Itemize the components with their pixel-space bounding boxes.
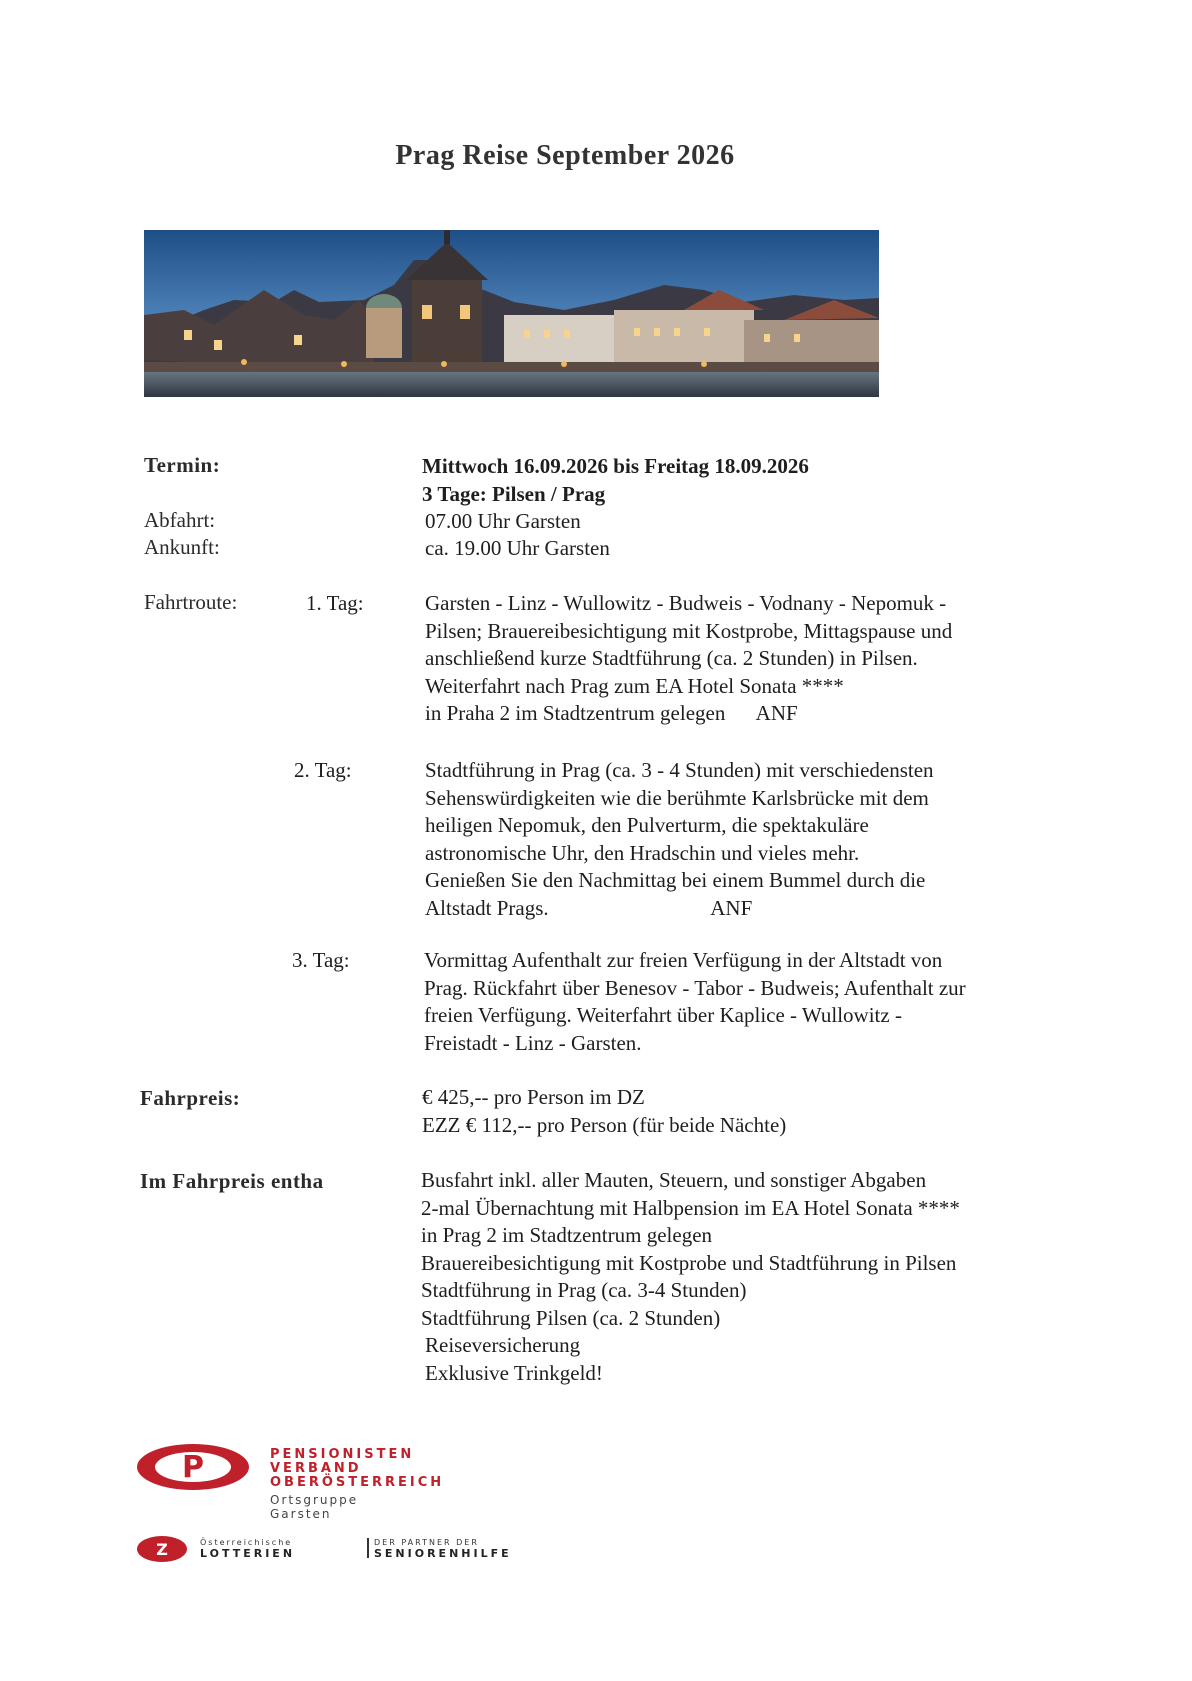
abfahrt-label: Abfahrt:	[144, 508, 216, 532]
day3-line: Prag. Rückfahrt über Benesov - Tabor - Budweis; Aufenthalt zur	[424, 975, 966, 1000]
included-label: Im Fahrpreis entha	[140, 1169, 324, 1193]
org-name-line: OBERÖSTERREICH	[270, 1475, 445, 1490]
ankunft-value: ca. 19.00 Uhr Garsten	[425, 536, 610, 560]
price-line: € 425,-- pro Person im DZ	[422, 1085, 645, 1109]
prague-panorama-image	[144, 230, 879, 397]
included-item: Busfahrt inkl. aller Mauten, Steuern, und sonstiger Abgaben	[421, 1168, 927, 1192]
day3-line: Vormittag Aufenthalt zur freien Verfügung in der Altstadt von	[424, 948, 943, 972]
day2-line: Stadtführung in Prag (ca. 3 - 4 Stunden) mit verschiedensten	[425, 758, 934, 782]
pensionistenverband-logo-icon	[136, 1443, 250, 1491]
day1-line: Pilsen; Brauereibesichtigung mit Kostprobe, Mittagspause und	[425, 618, 953, 643]
partner-name: SENIORENHILFE	[374, 1547, 512, 1560]
included-list	[421, 1167, 960, 1387]
day3-line: Freistadt - Linz - Garsten.	[424, 1030, 642, 1055]
day3-line: freien Verfügung. Weiterfahrt über Kaplice - Wullowitz -	[424, 1003, 902, 1027]
day3-description	[424, 947, 966, 1057]
termin-dates: Mittwoch 16.09.2026 bis Freitag 18.09.2026	[422, 454, 809, 478]
day2-line: astronomische Uhr, den Hradschin und vieles mehr.	[425, 840, 860, 865]
day2-line: Sehenswürdigkeiten wie die berühmte Karlsbrücke mit dem	[425, 785, 929, 810]
included-item: Stadtführung in Prag (ca. 3-4 Stunden)	[421, 1278, 747, 1302]
day3-label: 3. Tag:	[292, 948, 350, 972]
partner-small: DER PARTNER DER	[374, 1538, 479, 1547]
lotterien-small: Österreichische	[200, 1538, 293, 1547]
day1-line: anschließend kurze Stadtführung (ca. 2 Stunden) in Pilsen.	[425, 646, 918, 670]
page-title: Prag Reise September 2026	[395, 140, 735, 171]
included-item: Stadtführung Pilsen (ca. 2 Stunden)	[421, 1305, 721, 1330]
svg-text:Z: Z	[156, 1540, 168, 1559]
included-item: Exklusive Trinkgeld!	[425, 1360, 603, 1385]
day1-line: in Praha 2 im Stadtzentrum gelegen ANF	[425, 701, 798, 725]
day2-line: heiligen Nepomuk, den Pulverturm, die spektakuläre	[425, 813, 869, 837]
day1-description	[425, 590, 952, 728]
org-name-line: VERBAND	[270, 1461, 362, 1476]
abfahrt-value: 07.00 Uhr Garsten	[425, 509, 581, 533]
lotterien-logo-icon	[136, 1535, 188, 1563]
lotterien-name: LOTTERIEN	[200, 1547, 296, 1560]
price-line: EZZ € 112,-- pro Person (für beide Nächte)	[422, 1112, 787, 1137]
day2-description	[425, 757, 934, 922]
org-subtitle-line: Ortsgruppe	[270, 1493, 359, 1507]
fahrpreis-label: Fahrpreis:	[140, 1086, 241, 1110]
org-subtitle-line: Garsten	[270, 1507, 332, 1521]
svg-text:P: P	[182, 1450, 204, 1485]
included-item: Reiseversicherung	[425, 1333, 581, 1357]
termin-duration: 3 Tage: Pilsen / Prag	[422, 482, 606, 506]
divider	[367, 1538, 369, 1558]
day1-line: Garsten - Linz - Wullowitz - Budweis - Vodnany - Nepomuk -	[425, 591, 947, 615]
included-item: Brauereibesichtigung mit Kostprobe und Stadtführung in Pilsen	[421, 1250, 957, 1275]
day2-line: Altstadt Prags. ANF	[425, 895, 753, 920]
lotterien-brand	[200, 1538, 295, 1560]
day2-line: Genießen Sie den Nachmittag bei einem Bummel durch die	[425, 868, 926, 892]
fahrpreis-values	[422, 1084, 786, 1139]
partner-text	[374, 1538, 512, 1560]
included-item: in Prag 2 im Stadtzentrum gelegen	[421, 1223, 713, 1247]
termin-label: Termin:	[144, 453, 221, 477]
org-name-line: PENSIONISTEN	[270, 1447, 415, 1462]
included-item: 2-mal Übernachtung mit Halbpension im EA Hotel Sonata ****	[421, 1195, 960, 1220]
org-subtitle	[270, 1493, 358, 1521]
day1-line: Weiterfahrt nach Prag zum EA Hotel Sonata ****	[425, 673, 844, 698]
fahrtroute-label: Fahrtroute:	[144, 590, 238, 614]
day1-label: 1. Tag:	[306, 591, 364, 615]
org-name	[270, 1448, 444, 1490]
day2-label: 2. Tag:	[294, 758, 352, 782]
ankunft-label: Ankunft:	[144, 535, 220, 559]
